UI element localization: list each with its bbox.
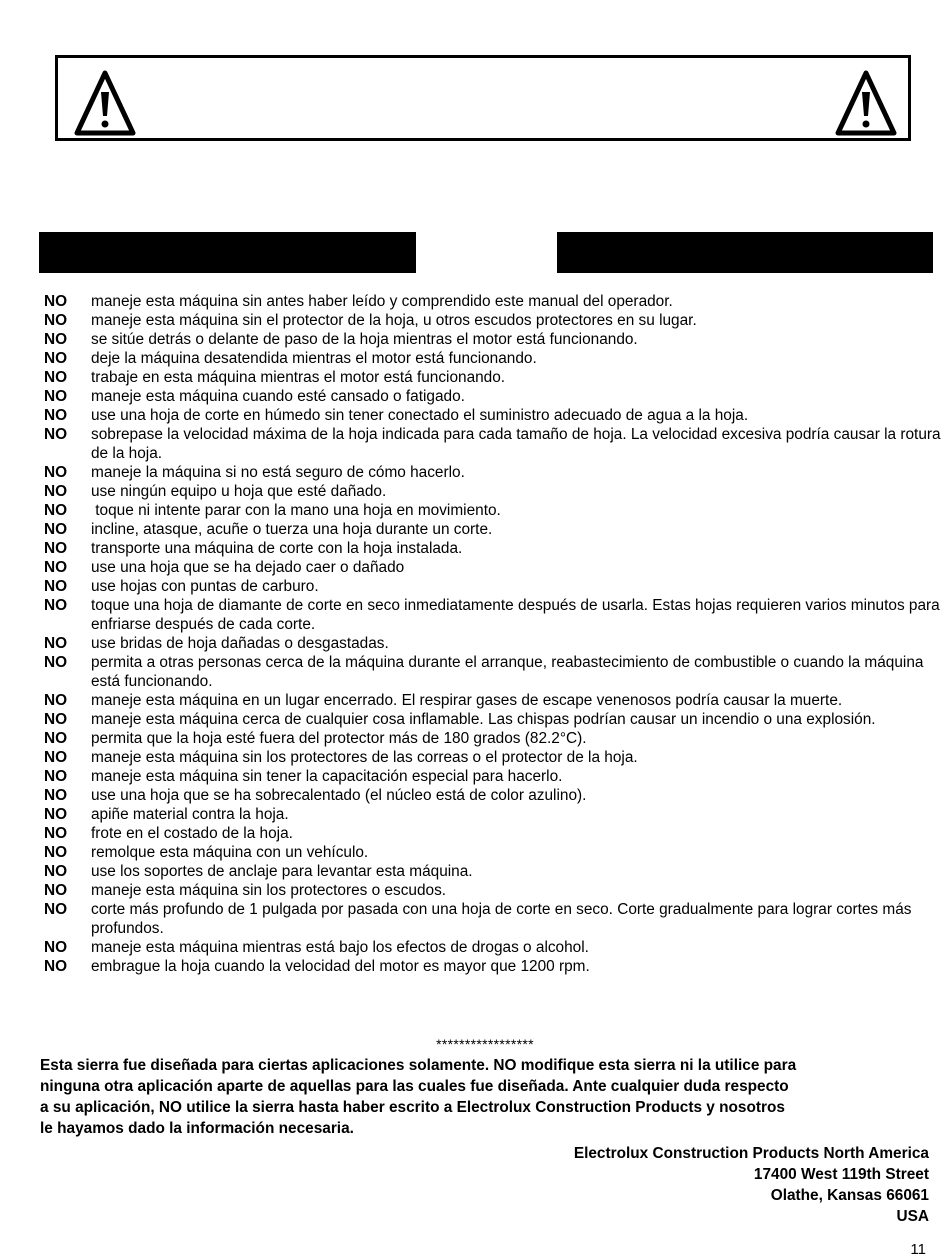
rule-item [44,748,944,767]
rule-item [44,805,944,824]
rule-prefix: NO [44,388,68,405]
rule-prefix: NO [44,426,68,443]
rule-item [44,292,944,311]
application-notice [40,1055,920,1139]
warning-banner [55,55,911,141]
company-address [574,1143,929,1227]
rule-text: maneje esta máquina cuando esté cansado o fatigado. [91,388,465,405]
notice-line: a su aplicación, NO utilice la sierra hasta haber escrito a Electrolux Construction Products y nosotros [40,1099,785,1116]
rule-prefix: NO [44,825,68,842]
separator-stars: ***************** [436,1036,534,1052]
rule-item [44,767,944,786]
page-number: 11 [910,1241,926,1258]
rule-prefix: NO [44,787,68,804]
rule-item [44,862,944,881]
rule-prefix: NO [44,711,68,728]
rule-item [44,558,944,577]
rule-prefix: NO [44,464,68,481]
rule-text: maneje esta máquina sin los protectores o escudos. [91,882,447,899]
rule-prefix: NO [44,730,68,747]
address-line: Electrolux Construction Products North America [573,1145,929,1162]
rule-item [44,596,944,634]
rule-text: use una hoja que se ha dejado caer o dañado [91,559,405,576]
rule-prefix: NO [44,540,68,557]
notice-line: Esta sierra fue diseñada para ciertas aplicaciones solamente. NO modifique esta sierra ni la utilice para [40,1057,797,1074]
rule-prefix: NO [44,635,68,652]
rule-item [44,881,944,900]
rule-text: maneje esta máquina sin los protectores de las correas o el protector de la hoja. [91,749,638,766]
black-heading-bar-right [557,232,933,273]
rule-item [44,653,944,691]
rule-item [44,387,944,406]
rule-text: incline, atasque, acuñe o tuerza una hoja durante un corte. [91,521,493,538]
rule-item [44,482,944,501]
rule-prefix: NO [44,483,68,500]
rule-text: maneje esta máquina mientras está bajo los efectos de drogas o alcohol. [91,939,589,956]
warning-triangle-icon [834,68,898,138]
rule-item [44,900,944,938]
rule-item [44,938,944,957]
rule-prefix: NO [44,844,68,861]
rule-prefix: NO [44,939,68,956]
rule-item [44,501,944,520]
rule-text: se sitúe detrás o delante de paso de la hoja mientras el motor está funcionando. [91,331,638,348]
rule-item [44,330,944,349]
warning-triangle-icon [73,68,137,138]
rule-prefix: NO [44,331,68,348]
rule-text: use los soportes de anclaje para levantar esta máquina. [91,863,473,880]
rule-text: apiñe material contra la hoja. [91,806,289,823]
rule-prefix: NO [44,768,68,785]
rule-prefix: NO [44,369,68,386]
rule-item [44,425,944,463]
rule-item [44,406,944,425]
rule-item [44,577,944,596]
rule-prefix: NO [44,901,68,918]
rule-text: sobrepase la velocidad máxima de la hoja indicada para cada tamaño de hoja. La velocidad excesiva podría causar la rotura de la hoja. [91,426,945,462]
rule-text: permita a otras personas cerca de la máquina durante el arranque, reabastecimiento de combustible o cuando la máquina está funcionando. [91,654,928,690]
rule-item [44,957,944,976]
rule-text: maneje esta máquina sin el protector de la hoja, u otros escudos protectores en su lugar. [91,312,697,329]
address-line: Olathe, Kansas 66061 [770,1187,929,1204]
rule-item [44,843,944,862]
rule-item [44,539,944,558]
rule-prefix: NO [44,749,68,766]
rule-item [44,463,944,482]
rule-item [44,691,944,710]
rule-prefix: NO [44,502,68,519]
safety-rules-list [44,292,944,976]
rule-prefix: NO [44,350,68,367]
rule-text: transporte una máquina de corte con la hoja instalada. [91,540,463,557]
rule-item [44,311,944,330]
rule-text: use una hoja que se ha sobrecalentado (el núcleo está de color azulino). [91,787,587,804]
rule-text: embrague la hoja cuando la velocidad del motor es mayor que 1200 rpm. [91,958,590,975]
rule-prefix: NO [44,863,68,880]
notice-line: ninguna otra aplicación aparte de aquellas para las cuales fue diseñada. Ante cualquier duda respecto [40,1078,789,1095]
rule-prefix: NO [44,654,68,671]
rule-text: permita que la hoja esté fuera del protector más de 180 grados (82.2°C). [91,730,587,747]
rule-text: use hojas con puntas de carburo. [91,578,319,595]
rule-item [44,786,944,805]
notice-line: le hayamos dado la información necesaria. [40,1120,354,1137]
rule-text: maneje esta máquina cerca de cualquier cosa inflamable. Las chispas podrían causar un incendio o una explosión. [91,711,876,728]
rule-item [44,368,944,387]
rule-text: use una hoja de corte en húmedo sin tener conectado el suministro adecuado de agua a la hoja. [91,407,749,424]
rule-text: use bridas de hoja dañadas o desgastadas. [91,635,389,652]
address-line: USA [896,1208,929,1225]
rule-item [44,520,944,539]
rule-text: maneje esta máquina sin tener la capacitación especial para hacerlo. [91,768,563,785]
rule-text: corte más profundo de 1 pulgada por pasada con una hoja de corte en seco. Corte gradualmente para lograr cortes más profundos. [91,901,916,937]
rule-prefix: NO [44,958,68,975]
address-line: 17400 West 119th Street [753,1166,929,1183]
rule-text: maneje esta máquina en un lugar encerrado. El respirar gases de escape venenosos podría causar la muerte. [91,692,843,709]
rule-prefix: NO [44,597,68,614]
rule-text: frote en el costado de la hoja. [91,825,293,842]
rule-text: maneje la máquina si no está seguro de cómo hacerlo. [91,464,465,481]
rule-text: use ningún equipo u hoja que esté dañado. [91,483,387,500]
black-heading-bar-left [39,232,416,273]
rule-prefix: NO [44,578,68,595]
rule-prefix: NO [44,692,68,709]
rule-item [44,729,944,748]
rule-item [44,634,944,653]
rule-text: toque una hoja de diamante de corte en seco inmediatamente después de usarla. Estas hojas requieren varios minutos para enfriarse después de cada corte. [91,597,945,633]
rule-prefix: NO [44,882,68,899]
rule-text: maneje esta máquina sin antes haber leído y comprendido este manual del operador. [91,293,673,310]
rule-prefix: NO [44,312,68,329]
rule-prefix: NO [44,559,68,576]
rule-item [44,349,944,368]
rule-prefix: NO [44,521,68,538]
rule-text: deje la máquina desatendida mientras el motor está funcionando. [91,350,537,367]
rule-prefix: NO [44,293,68,310]
rule-text: trabaje en esta máquina mientras el motor está funcionando. [91,369,506,386]
rule-item [44,710,944,729]
rule-item [44,824,944,843]
rule-text: toque ni intente parar con la mano una hoja en movimiento. [91,502,501,519]
rule-prefix: NO [44,407,68,424]
rule-text: remolque esta máquina con un vehículo. [91,844,369,861]
rule-prefix: NO [44,806,68,823]
